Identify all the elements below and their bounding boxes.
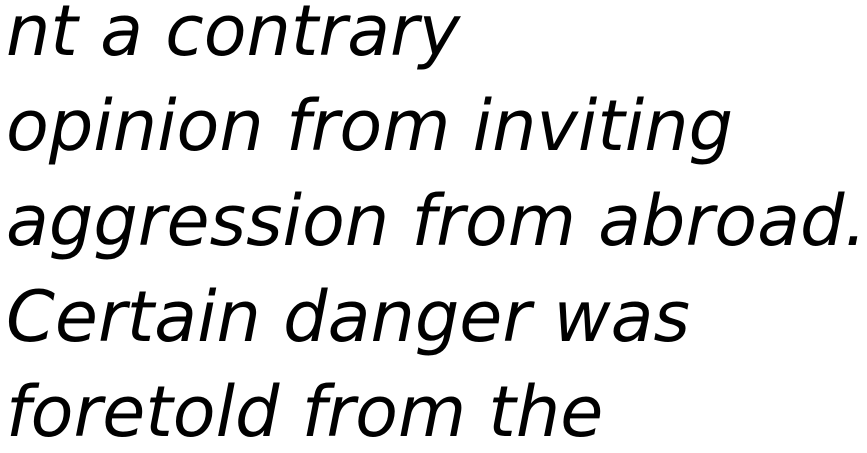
text-line-2: opinion from inviting — [6, 85, 734, 167]
text-line-1: nt a contrary — [6, 0, 461, 72]
text-line-3: aggression from abroad. — [6, 180, 867, 262]
text-line-4: Certain danger was — [6, 276, 690, 358]
text-line-5: foretold from the — [6, 371, 604, 453]
